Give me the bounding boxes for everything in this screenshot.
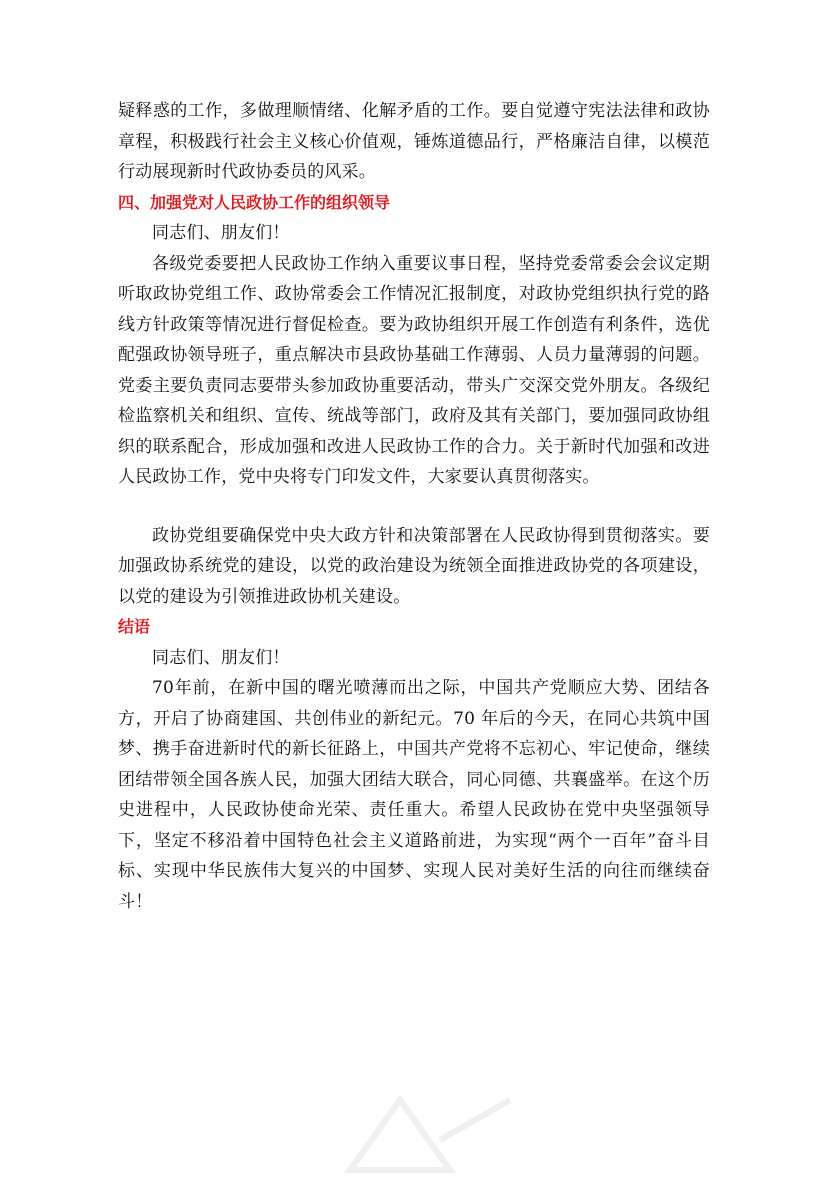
section-heading-conclusion: 结语 — [118, 617, 151, 636]
greeting-2: 同志们、朋友们！ — [152, 647, 290, 668]
section-heading-4: 四、加强党对人民政协工作的组织领导 — [118, 192, 391, 212]
paragraph-spacer — [118, 493, 710, 521]
paragraph-section4-2: 政协党组要确保党中央大政方针和决策部署在人民政协得到贯彻落实。要加强政协系统党的建设，以党的政治建设为统领全面推进政协党的各项建设，以党的建设为引领推进政协机关建设。 — [118, 525, 710, 607]
greeting-1: 同志们、朋友们！ — [152, 223, 290, 243]
watermark-icon — [330, 1080, 530, 1180]
document-page — [118, 96, 710, 917]
paragraph-section4-1: 各级党委要把人民政协工作纳入重要议事日程，坚持党委常委会会议定期听取政协党组工作、政协常委会工作情况汇报制度，对政协党组织执行党的路线方针政策等情况进行督促检查。要为政协组织开展工作创造有利条件，选优配强政协领导班子，重点解决市县政协基础工作薄弱、人员力量薄弱的问题。党委主要负责同志要带头参加政协重要活动，带头广交深交党外朋友。各级纪检监察机关和组织、宣传、统战等部门，政府及其有关部门，要加强同政协组织的联系配合，形成加强和改进人民政协工作的合力。关于新时代加强和改进人民政协工作，党中央将专门印发文件，大家要认真贯彻落实。 — [118, 253, 710, 487]
paragraph-conclusion: 70年前，在新中国的曙光喷薄而出之际，中国共产党顺应大势、团结各方，开启了协商建国、共创伟业的新纪元。70 年后的今天，在同心共筑中国梦、携手奋进新时代的新长征路上，中国共产党将不忘初心、牢记使命，继续团结带领全国各族人民，加强大团结大联合，同心同德、共襄盛举。在这个历史进程中，人民政协使命光荣、责任重大。希望人民政协在党中央坚强领导下，坚定不移沿着中国特色社会主义道路前进，为实现“两个一百年”奋斗目标、实现中华民族伟大复兴的中国梦、实现人民对美好生活的向往而继续奋斗！ — [118, 678, 710, 912]
paragraph-intro: 疑释惑的工作，多做理顺情绪、化解矛盾的工作。要自觉遵守宪法法律和政协章程，积极践行社会主义核心价值观，锤炼道德品行，严格廉洁自律，以模范行动展现新时代政协委员的风采。 — [118, 101, 710, 182]
